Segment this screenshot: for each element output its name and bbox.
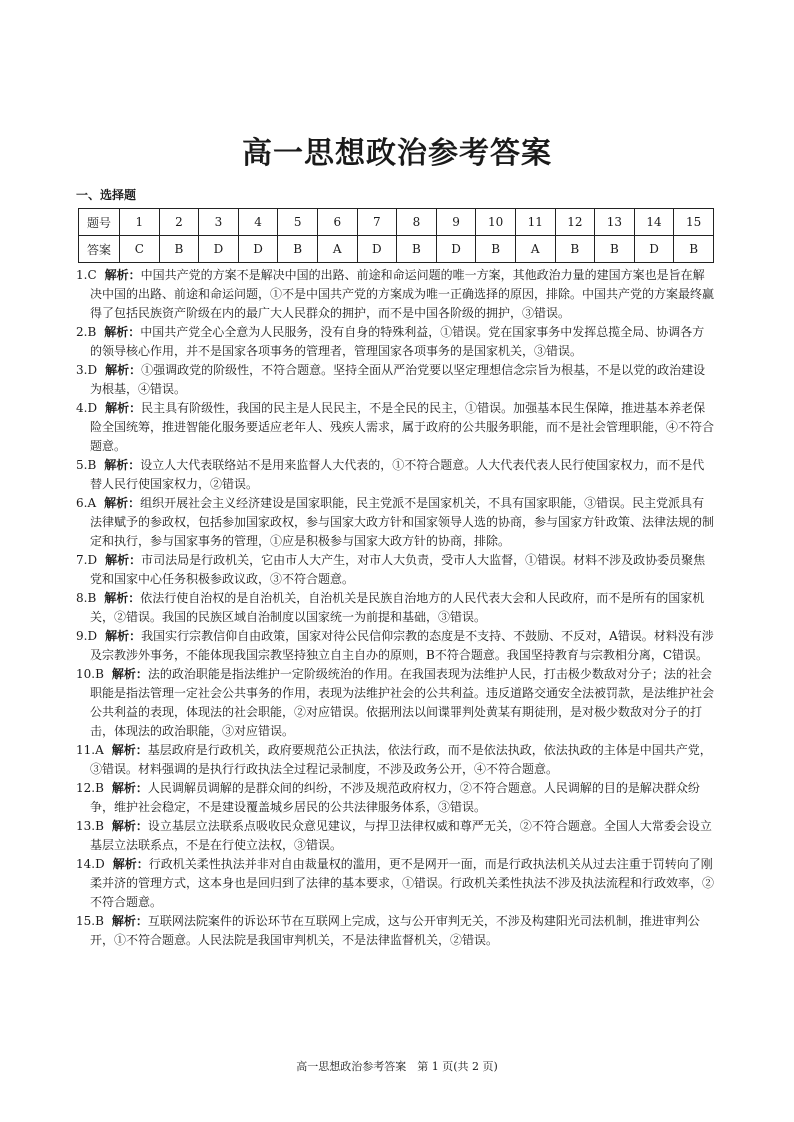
table-cell-answer: B [674,236,714,263]
item-text: 中国共产党全心全意为人民服务，没有自身的特殊利益，①错误。党在国家事务中发挥总揽全局、协调各方的领导核心作用，并不是国家各项事务的管理者，管理国家各项事务的是国家机关，③错误。 [90,325,705,358]
table-cell-number: 13 [595,209,635,236]
item-number: 5.B [76,458,97,472]
analysis-label: 解析： [104,325,141,339]
table-cell-number: 12 [555,209,595,236]
table-cell-number: 8 [397,209,437,236]
item-number: 10.B [76,667,104,681]
item-number: 7.D [76,553,98,567]
page-footer: 高一思想政治参考答案 第 1 页(共 2 页) [296,1060,498,1073]
analysis-label: 解析： [104,591,141,605]
item-text: 基层政府是行政机关，政府要规范公正执法，依法行政，而不是依法执政，依法执政的主体是中国共产党，③错误。材料强调的是执行行政执法全过程记录制度，不涉及政务公开，④不符合题意。 [90,743,712,776]
table-cell-number: 1 [120,209,160,236]
table-cell-answer: A [317,236,357,263]
item-text: 设立基层立法联系点吸收民众意见建议，与捍卫法律权威和尊严无关，②不符合题意。全国人大常委会设立基层立法联系点，不是在行使立法权，③错误。 [90,819,712,852]
analysis-list [76,266,716,950]
analysis-item [76,741,716,779]
table-cell-number: 4 [238,209,278,236]
analysis-item [76,551,716,589]
item-number: 14.D [76,857,105,871]
item-number: 13.B [76,819,104,833]
item-text: 人民调解员调解的是群众间的纠纷，不涉及规范政府权力，②不符合题意。人民调解的目的是解决群众纷争，维护社会稳定，不是建设覆盖城乡居民的公共法律服务体系，③错误。 [90,781,700,814]
item-text: 依法行使自治权的是自治机关，自治机关是民族自治地方的人民代表大会和人民政府，而不是所有的国家机关，②错误。我国的民族区域自治制度以国家统一为前提和基础，③错误。 [90,591,705,624]
table-cell-number: 10 [476,209,516,236]
analysis-item [76,323,716,361]
analysis-label: 解析： [104,458,141,472]
table-cell-answer: B [278,236,318,263]
table-cell-answer: B [595,236,635,263]
table-cell-answer: D [238,236,278,263]
item-text: 组织开展社会主义经济建设是国家职能，民主党派不是国家机关，不具有国家职能，③错误。民主党派具有法律赋予的参政权，包括参加国家政权，参与国家大政方针和国家领导人选的协商，参与国家方针政策、法律法规的制定和执行，参与国家事务的管理，①应是积极参与国家大政方针的协商，排除。 [90,496,715,548]
analysis-label: 解析： [105,553,142,567]
table-cell-number: 15 [674,209,714,236]
analysis-label: 解析： [105,401,142,415]
table-header-answer: 答案 [79,236,120,263]
item-text: 互联网法院案件的诉讼环节在互联网上完成，这与公开审判无关，不涉及构建阳光司法机制，推进审判公开，①不符合题意。人民法院是我国审判机关，不是法律监督机关，②错误。 [90,914,700,947]
item-text: ①强调政党的阶级性，不符合题意。坚持全面从严治党要以坚定理想信念宗旨为根基，不是以党的政治建设为根基，④错误。 [90,363,706,396]
item-number: 15.B [76,914,104,928]
item-number: 4.D [76,401,98,415]
table-cell-number: 2 [159,209,199,236]
section-title: 一、选择题 [76,188,137,202]
item-number: 9.D [76,629,98,643]
analysis-item [76,361,716,399]
analysis-item [76,912,716,950]
table-cell-answer: C [120,236,160,263]
analysis-label: 解析： [111,781,148,795]
item-number: 2.B [76,325,97,339]
analysis-item [76,494,716,551]
analysis-label: 解析： [111,914,148,928]
analysis-label: 解析： [104,496,141,510]
analysis-item [76,399,716,456]
table-row-answers [79,236,714,263]
analysis-label: 解析： [112,857,149,871]
table-cell-number: 11 [515,209,555,236]
item-text: 我国实行宗教信仰自由政策，国家对待公民信仰宗教的态度是不支持、不鼓励、不反对，A错误。材料没有涉及宗教涉外事务，不能体现我国宗教坚持独立自主自办的原则，B不符合题意。我国坚持教育与宗教相分离，C错误。 [90,629,714,662]
item-text: 法的政治职能是指法维护一定阶级统治的作用。在我国表现为法维护人民，打击极少数敌对分子；法的社会职能是指法管理一定社会公共事务的作用，表现为法维护社会的公共利益。违反道路交通安全法被罚款，是法维护社会公共利益的表现，体现法的社会职能，②对应错误。依据刑法以间谍罪判处黄某有期徒刑，是对极少数敌对分子的打击，体现法的政治职能，③对应错误。 [90,667,715,738]
item-number: 12.B [76,781,104,795]
analysis-item [76,817,716,855]
item-text: 设立人大代表联络站不是用来监督人大代表的，①不符合题意。人大代表代表人民行使国家权力，而不是代替人民行使国家权力，②错误。 [90,458,705,491]
answer-table [78,208,714,263]
table-cell-answer: D [436,236,476,263]
table-cell-answer: D [634,236,674,263]
analysis-item [76,855,716,912]
item-number: 8.B [76,591,97,605]
analysis-item [76,665,716,741]
table-cell-answer: D [199,236,239,263]
item-number: 11.A [76,743,104,757]
item-number: 1.C [76,268,97,282]
analysis-item [76,266,716,323]
analysis-label: 解析： [105,363,142,377]
table-cell-number: 14 [634,209,674,236]
analysis-label: 解析： [105,629,142,643]
table-cell-answer: B [555,236,595,263]
item-text: 行政机关柔性执法并非对自由裁量权的滥用，更不是网开一面，而是行政执法机关从过去注重于罚转向了刚柔并济的管理方式，这本身也是回归到了法律的基本要求，①错误。行政机关柔性执法不涉及执法流程和行政效率，②不符合题意。 [90,857,715,909]
analysis-label: 解析： [111,743,148,757]
table-row-numbers [79,209,714,236]
table-cell-number: 3 [199,209,239,236]
analysis-label: 解析： [104,268,141,282]
item-text: 市司法局是行政机关，它由市人大产生，对市人大负责，受市人大监督，①错误。材料不涉及政协委员聚焦党和国家中心任务积极参政议政，③不符合题意。 [90,553,706,586]
table-cell-number: 9 [436,209,476,236]
analysis-item [76,779,716,817]
table-cell-answer: B [476,236,516,263]
analysis-item [76,589,716,627]
item-text: 民主具有阶级性，我国的民主是人民民主，不是全民的民主，①错误。加强基本民生保障，推进基本养老保险全国统筹，推进智能化服务要适应老年人、残疾人需求，属于政府的公共服务职能，而不是社会管理职能，④不符合题意。 [90,401,715,453]
analysis-item [76,456,716,494]
table-cell-answer: A [515,236,555,263]
item-text: 中国共产党的方案不是解决中国的出路、前途和命运问题的唯一方案，其他政治力量的建国方案也是旨在解决中国的出路、前途和命运问题，①不是中国共产党的方案成为唯一正确选择的原因，排除。中国共产党的方案最终赢得了包括民族资产阶级在内的最广大人民群众的拥护，而不是中国各阶级的拥护，③错误。 [90,268,715,320]
item-number: 3.D [76,363,98,377]
table-header-number: 题号 [79,209,120,236]
table-cell-number: 5 [278,209,318,236]
page-title: 高一思想政治参考答案 [242,136,552,171]
table-cell-answer: B [159,236,199,263]
item-number: 6.A [76,496,97,510]
analysis-label: 解析： [111,667,148,681]
table-cell-answer: D [357,236,397,263]
analysis-item [76,627,716,665]
table-cell-answer: B [397,236,437,263]
table-cell-number: 7 [357,209,397,236]
analysis-label: 解析： [111,819,148,833]
table-cell-number: 6 [317,209,357,236]
